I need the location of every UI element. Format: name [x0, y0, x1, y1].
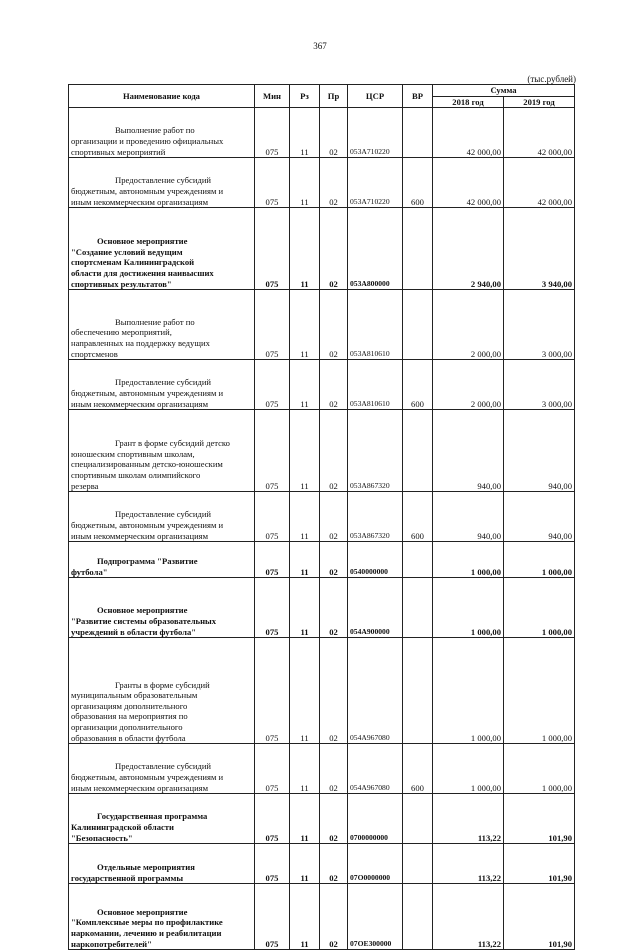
row-name-line: Гранты в форме субсидий	[115, 679, 210, 690]
row-pr: 02	[320, 158, 348, 208]
row-2018: 1 000,00	[433, 638, 504, 744]
row-name-line: иным некоммерческим организациям	[71, 782, 209, 793]
table-row	[69, 492, 575, 542]
row-min: 075	[255, 410, 290, 492]
row-name-line: специализированным детско-юношеским	[71, 459, 223, 470]
row-rz: 11	[290, 884, 320, 950]
row-name-line: Предоставление субсидий	[115, 175, 212, 186]
row-rz: 11	[290, 208, 320, 290]
table-row	[69, 410, 575, 492]
row-2019: 1 000,00	[504, 578, 575, 638]
row-2019: 3 000,00	[504, 360, 575, 410]
row-rz: 11	[290, 492, 320, 542]
row-name-line: спортсменов	[71, 348, 118, 359]
row-vr	[403, 290, 433, 360]
row-name-line: иным некоммерческим организациям	[71, 530, 209, 541]
row-vr	[403, 884, 433, 950]
table-row	[69, 542, 575, 578]
row-min: 075	[255, 360, 290, 410]
row-name	[69, 578, 255, 638]
row-name-line: спортивным школам олимпийского	[71, 470, 201, 480]
header-name: Наименование кода	[69, 85, 255, 108]
row-name-line: Предоставление субсидий	[115, 509, 212, 520]
budget-table	[68, 84, 575, 950]
table-row	[69, 884, 575, 950]
row-2019: 940,00	[504, 410, 575, 492]
row-vr	[403, 542, 433, 578]
row-pr: 02	[320, 638, 348, 744]
row-2018: 42 000,00	[433, 158, 504, 208]
row-2019: 101,90	[504, 884, 575, 950]
row-name-line: направленных на поддержку ведущих	[71, 338, 210, 348]
row-name-line: Основное мероприятие	[97, 605, 188, 616]
row-name-line: Калининградской области	[71, 822, 174, 832]
row-min: 075	[255, 794, 290, 844]
row-rz: 11	[290, 578, 320, 638]
row-name	[69, 108, 255, 158]
row-2019: 42 000,00	[504, 108, 575, 158]
row-name-line: "Комплексные меры по профилактике	[71, 917, 223, 928]
row-rz: 11	[290, 638, 320, 744]
header-vr: ВР	[403, 85, 433, 108]
row-name-line: муниципальным образовательным	[71, 690, 198, 701]
table-row	[69, 744, 575, 794]
row-min: 075	[255, 638, 290, 744]
row-csr: 0540000000	[348, 542, 403, 578]
row-csr: 053А867320	[348, 492, 403, 542]
row-name	[69, 208, 255, 290]
row-min: 075	[255, 542, 290, 578]
row-name-line: Выполнение работ по	[115, 316, 195, 327]
row-name-line: бюджетным, автономным учреждениям и	[71, 186, 224, 196]
row-csr: 054А967080	[348, 638, 403, 744]
row-2018: 2 000,00	[433, 360, 504, 410]
row-pr: 02	[320, 744, 348, 794]
row-name-line: Государственная программа	[97, 811, 208, 822]
units-label: (тыс.рублей)	[527, 74, 576, 84]
table-row	[69, 108, 575, 158]
row-name	[69, 410, 255, 492]
table-row	[69, 158, 575, 208]
row-rz: 11	[290, 108, 320, 158]
table-row	[69, 638, 575, 744]
row-pr: 02	[320, 360, 348, 410]
row-vr: 600	[403, 360, 433, 410]
row-name	[69, 542, 255, 578]
row-vr	[403, 208, 433, 290]
row-name	[69, 844, 255, 884]
row-name	[69, 360, 255, 410]
row-2018: 1 000,00	[433, 578, 504, 638]
row-min: 075	[255, 744, 290, 794]
row-pr: 02	[320, 290, 348, 360]
row-name-line: наркомании, лечению и реабилитации	[71, 928, 222, 938]
row-min: 075	[255, 578, 290, 638]
row-name-line: Основное мероприятие	[97, 906, 188, 917]
row-name-line: Отдельные мероприятия	[97, 862, 195, 872]
row-name-line: организациям дополнительного	[71, 700, 188, 711]
row-csr: 053А710220	[348, 158, 403, 208]
row-vr	[403, 410, 433, 492]
row-min: 075	[255, 208, 290, 290]
row-min: 075	[255, 844, 290, 884]
row-2019: 940,00	[504, 492, 575, 542]
row-name-line: наркопотребителей"	[71, 938, 152, 949]
row-min: 075	[255, 108, 290, 158]
row-name	[69, 884, 255, 950]
row-2018: 2 000,00	[433, 290, 504, 360]
table-row	[69, 208, 575, 290]
table-row	[69, 578, 575, 638]
row-rz: 11	[290, 360, 320, 410]
row-rz: 11	[290, 158, 320, 208]
row-pr: 02	[320, 844, 348, 884]
table-row	[69, 794, 575, 844]
header-pr: Пр	[320, 85, 348, 108]
row-name-line: организации дополнительного	[71, 722, 183, 732]
header-2018: 2018 год	[433, 96, 504, 108]
row-name-line: "Создание условий ведущим	[71, 246, 183, 257]
row-name-line: Подпрограмма "Развитие	[97, 556, 198, 566]
row-min: 075	[255, 158, 290, 208]
row-min: 075	[255, 884, 290, 950]
row-vr	[403, 638, 433, 744]
row-csr: 053А810610	[348, 360, 403, 410]
row-csr: 054А967080	[348, 744, 403, 794]
row-name-line: образования в области футбола	[71, 732, 186, 743]
row-name-line: бюджетным, автономным учреждениям и	[71, 520, 224, 530]
row-rz: 11	[290, 844, 320, 884]
header-rz: Рз	[290, 85, 320, 108]
row-2018: 940,00	[433, 410, 504, 492]
row-2018: 1 000,00	[433, 744, 504, 794]
row-pr: 02	[320, 108, 348, 158]
row-rz: 11	[290, 744, 320, 794]
row-rz: 11	[290, 794, 320, 844]
row-pr: 02	[320, 884, 348, 950]
row-name-line: футбола"	[71, 566, 108, 577]
row-rz: 11	[290, 542, 320, 578]
row-2018: 2 940,00	[433, 208, 504, 290]
row-2018: 113,22	[433, 884, 504, 950]
row-name	[69, 492, 255, 542]
row-csr: 053А710220	[348, 108, 403, 158]
row-name-line: Предоставление субсидий	[115, 377, 212, 388]
row-name-line: спортивных мероприятий	[71, 146, 166, 157]
row-name-line: бюджетным, автономным учреждениям и	[71, 388, 224, 398]
row-name-line: области для достижения наивысших	[71, 268, 214, 278]
table-row	[69, 290, 575, 360]
row-vr: 600	[403, 744, 433, 794]
row-pr: 02	[320, 492, 348, 542]
row-2018: 42 000,00	[433, 108, 504, 158]
row-name	[69, 744, 255, 794]
row-pr: 02	[320, 208, 348, 290]
row-2019: 101,90	[504, 794, 575, 844]
row-pr: 02	[320, 410, 348, 492]
row-name	[69, 158, 255, 208]
row-name-line: образования на мероприятия по	[71, 711, 188, 722]
row-name-line: бюджетным, автономным учреждениям и	[71, 772, 224, 782]
row-name-line: Выполнение работ по	[115, 125, 195, 136]
row-pr: 02	[320, 578, 348, 638]
row-name	[69, 638, 255, 744]
row-name-line: юношеским спортивным школам,	[71, 448, 195, 459]
row-csr: 07ОЕ300000	[348, 884, 403, 950]
row-name	[69, 290, 255, 360]
row-2019: 101,90	[504, 844, 575, 884]
row-vr: 600	[403, 492, 433, 542]
table-row	[69, 360, 575, 410]
row-name-line: "Развитие системы образовательных	[71, 616, 217, 626]
row-name-line: спортсменам Калининградской	[71, 257, 195, 268]
row-pr: 02	[320, 794, 348, 844]
row-csr: 07О0000000	[348, 844, 403, 884]
header-min: Мин	[255, 85, 290, 108]
header-sum: Сумма	[433, 85, 575, 97]
row-rz: 11	[290, 410, 320, 492]
row-rz: 11	[290, 290, 320, 360]
row-2019: 3 000,00	[504, 290, 575, 360]
row-vr: 600	[403, 158, 433, 208]
row-name-line: резерва	[71, 480, 99, 491]
page-number: 367	[313, 41, 327, 51]
row-name-line: Предоставление субсидий	[115, 761, 212, 772]
row-min: 075	[255, 290, 290, 360]
row-csr: 053А867320	[348, 410, 403, 492]
table-row	[69, 844, 575, 884]
row-name-line: организации и проведению официальных	[71, 136, 224, 146]
row-name-line: "Безопасность"	[71, 832, 133, 843]
row-2018: 1 000,00	[433, 542, 504, 578]
row-2019: 3 940,00	[504, 208, 575, 290]
row-name-line: иным некоммерческим организациям	[71, 196, 209, 207]
row-csr: 053А800000	[348, 208, 403, 290]
row-2019: 1 000,00	[504, 638, 575, 744]
row-2018: 940,00	[433, 492, 504, 542]
row-pr: 02	[320, 542, 348, 578]
row-csr: 0700000000	[348, 794, 403, 844]
row-min: 075	[255, 492, 290, 542]
row-name-line: учреждений в области футбола"	[71, 626, 197, 637]
row-name-line: государственной программы	[71, 872, 184, 883]
row-csr: 053А810610	[348, 290, 403, 360]
row-name-line: спортивных результатов"	[71, 278, 172, 289]
row-name-line: Грант в форме субсидий детско	[115, 438, 230, 449]
row-csr: 054А900000	[348, 578, 403, 638]
header-csr: ЦСР	[348, 85, 403, 108]
header-2019: 2019 год	[504, 96, 575, 108]
row-2018: 113,22	[433, 844, 504, 884]
row-name-line: обеспечению мероприятий,	[71, 327, 172, 338]
row-2019: 42 000,00	[504, 158, 575, 208]
row-vr	[403, 108, 433, 158]
row-name-line: Основное мероприятие	[97, 236, 188, 247]
row-name-line: иным некоммерческим организациям	[71, 398, 209, 409]
row-2018: 113,22	[433, 794, 504, 844]
row-name	[69, 794, 255, 844]
row-vr	[403, 844, 433, 884]
row-2019: 1 000,00	[504, 744, 575, 794]
row-vr	[403, 578, 433, 638]
row-2019: 1 000,00	[504, 542, 575, 578]
row-vr	[403, 794, 433, 844]
